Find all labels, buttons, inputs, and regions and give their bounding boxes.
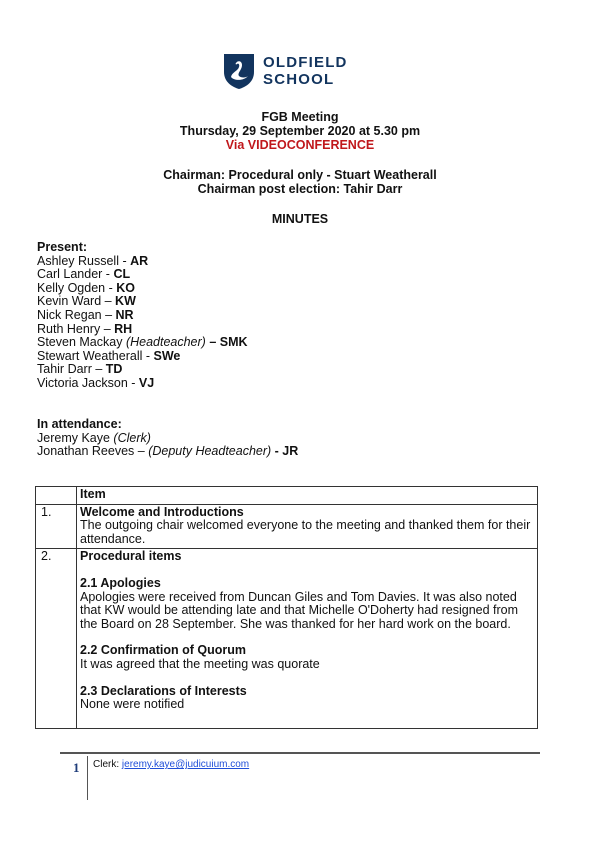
minutes-heading: MINUTES	[271, 212, 329, 226]
meeting-date: Thursday, 29 September 2020 at 5.30 pm	[179, 124, 421, 138]
subitem-title: 2.3 Declarations of Interests	[80, 683, 247, 698]
attendance-section	[37, 418, 298, 459]
school-name	[263, 54, 348, 88]
item-number: 1.	[36, 504, 77, 549]
page-footer	[60, 752, 540, 775]
subitem-text: Apologies were received from Duncan Giles and Tom Davies. It was also noted that KW would be attending late and that Michelle O'Doherty had resigned from the Board on 28 September. She was thanked for her hard work on the board.	[80, 589, 519, 631]
clerk-label: Clerk:	[93, 759, 122, 770]
present-member: Kevin Ward – KW	[37, 294, 136, 309]
present-member: Tahir Darr – TD	[37, 362, 123, 377]
item-title: Procedural items	[80, 549, 182, 564]
item-content	[77, 504, 538, 549]
present-member: Steven Mackay (Headteacher) – SMK	[37, 335, 248, 350]
present-member: Ruth Henry – RH	[37, 321, 133, 336]
item-number: 2.	[36, 549, 77, 728]
present-heading: Present:	[37, 240, 88, 254]
meeting-venue: Via VIDEOCONFERENCE	[225, 138, 375, 152]
present-member: Nick Regan – NR	[37, 307, 134, 322]
table-header-row	[36, 487, 538, 505]
present-member: Carl Lander - CL	[37, 267, 131, 282]
table-header-item: Item	[77, 487, 538, 505]
clerk-email-link[interactable]: jeremy.kaye@judicuium.com	[121, 759, 250, 770]
chairman-procedural: Chairman: Procedural only - Stuart Weatherall	[163, 168, 437, 182]
table-header-num	[36, 487, 77, 505]
school-name-line2: SCHOOL	[263, 71, 335, 88]
swan-crest-icon	[222, 52, 256, 90]
subitem-text: It was agreed that the meeting was quorate	[80, 656, 320, 671]
page-number: 1	[73, 760, 80, 775]
minutes-table	[35, 486, 538, 729]
present-member: Kelly Ogden - KO	[37, 280, 135, 295]
subitem-title: 2.2 Confirmation of Quorum	[80, 643, 246, 658]
item-content	[77, 549, 538, 728]
school-name-line1: OLDFIELD	[263, 54, 348, 71]
item-title: Welcome and Introductions	[80, 504, 244, 519]
subitem-title: 2.1 Apologies	[80, 575, 161, 590]
attendance-heading: In attendance:	[37, 417, 122, 431]
footer-divider	[87, 756, 88, 800]
attendance-member: Jeremy Kaye (Clerk)	[37, 430, 151, 445]
footer-clerk	[93, 759, 249, 770]
chairman-post-election: Chairman post election: Tahir Darr	[197, 182, 403, 196]
attendance-member: Jonathan Reeves – (Deputy Headteacher) - JR	[37, 444, 299, 459]
subitem-text: None were notified	[80, 697, 185, 712]
present-member: Ashley Russell - AR	[37, 253, 149, 268]
present-member: Stewart Weatherall - SWe	[37, 348, 181, 363]
meeting-title: FGB Meeting	[261, 110, 339, 124]
present-member: Victoria Jackson - VJ	[37, 375, 155, 390]
table-row	[36, 504, 538, 549]
item-text: The outgoing chair welcomed everyone to the meeting and thanked them for their attendance.	[80, 518, 531, 546]
present-section	[37, 241, 248, 391]
school-logo	[222, 52, 348, 90]
table-row	[36, 549, 538, 728]
